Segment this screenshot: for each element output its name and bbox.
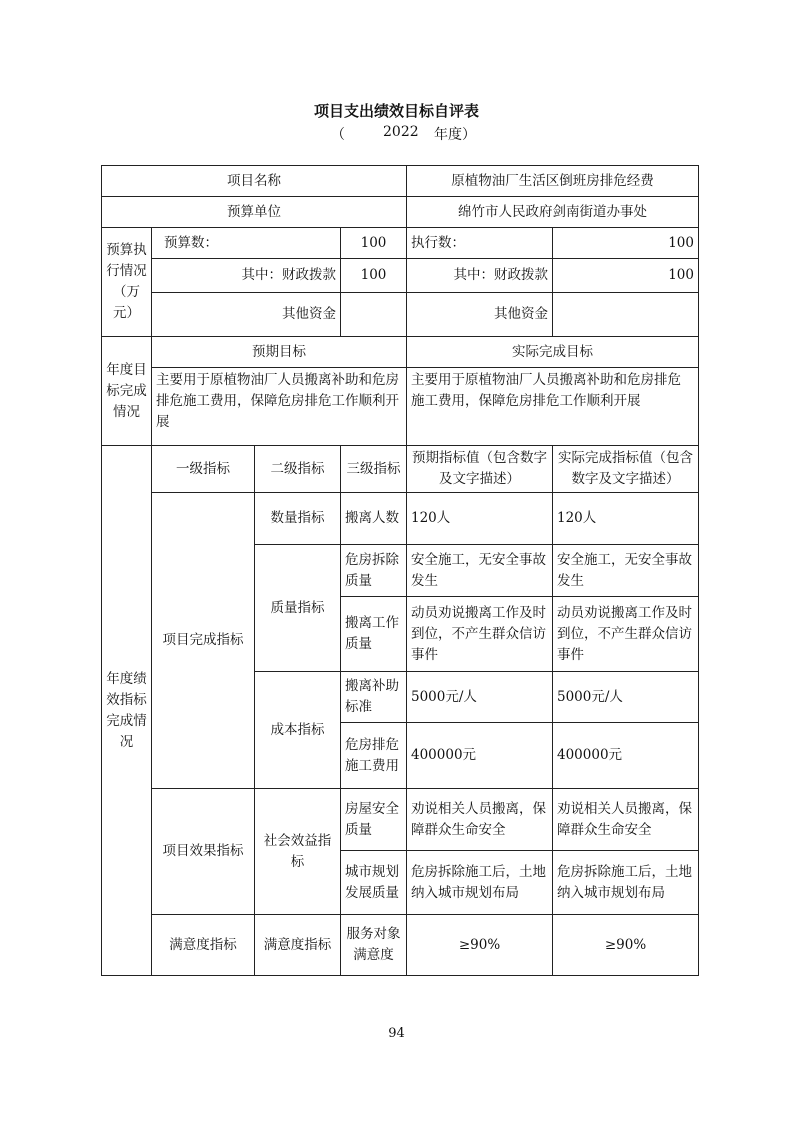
actual-goal-header: 实际完成目标 [407, 337, 699, 368]
project-name-value: 原植物油厂生活区倒班房排危经费 [407, 166, 699, 197]
actual-value-cell: ≥90% [553, 915, 699, 976]
expected-value-cell: 400000元 [407, 723, 553, 789]
expected-value-cell: 动员劝说搬离工作及时到位，不产生群众信访事件 [407, 597, 553, 672]
other-funds-row [102, 293, 699, 337]
fiscal-budget-value: 100 [341, 259, 407, 293]
goals-content-row [102, 368, 699, 446]
quality-indicator-label: 质量指标 [255, 545, 341, 672]
page-number: 94 [388, 1026, 405, 1041]
level3-cell: 搬离人数 [341, 493, 407, 545]
indicators-section-label: 年度绩效指标完成情况 [102, 446, 152, 976]
budget-unit-label: 预算单位 [102, 197, 407, 228]
quantity-indicator-label: 数量指标 [255, 493, 341, 545]
level3-header: 三级指标 [341, 446, 407, 493]
social-benefit-indicator-label: 社会效益指标 [255, 789, 341, 915]
expected-value-cell: 危房拆除施工后，土地纳入城市规划布局 [407, 851, 553, 915]
other-funds-budget-empty [341, 293, 407, 337]
level3-cell: 危房排危施工费用 [341, 723, 407, 789]
level3-cell: 服务对象满意度 [341, 915, 407, 976]
indicator-header-row [102, 446, 699, 493]
expected-goal-header: 预期目标 [152, 337, 407, 368]
year-suffix: 年度） [434, 127, 476, 143]
actual-value-header: 实际完成指标值（包含数字及文字描述） [553, 446, 699, 493]
other-funds-exec-label: 其他资金 [407, 293, 553, 337]
level3-cell: 危房拆除质量 [341, 545, 407, 597]
expected-value-cell: 安全施工，无安全事故发生 [407, 545, 553, 597]
expected-value-cell: 120人 [407, 493, 553, 545]
expected-goal-text: 主要用于原植物油厂人员搬离补助和危房排危施工费用，保障危房排危工作顺利开展 [152, 368, 407, 446]
budget-amount-value: 100 [341, 228, 407, 259]
level3-cell: 搬离工作质量 [341, 597, 407, 672]
self-evaluation-table [101, 165, 699, 976]
level2-header: 二级指标 [255, 446, 341, 493]
effect-indicator-label: 项目效果指标 [152, 789, 255, 915]
other-funds-exec-empty [553, 293, 699, 337]
level3-cell: 搬离补助标准 [341, 672, 407, 723]
budget-amount-label: 预算数： [152, 228, 341, 259]
fiscal-exec-label: 其中：财政拨款 [407, 259, 553, 293]
year-open-paren: （ [331, 127, 345, 143]
actual-goal-text: 主要用于原植物油厂人员搬离补助和危房排危施工费用，保障危房排危工作顺利开展 [407, 368, 699, 446]
actual-value-cell: 安全施工，无安全事故发生 [553, 545, 699, 597]
actual-value-cell: 劝说相关人员搬离，保障群众生命安全 [553, 789, 699, 851]
expected-value-cell: 劝说相关人员搬离，保障群众生命安全 [407, 789, 553, 851]
table-row [102, 915, 699, 976]
actual-value-cell: 120人 [553, 493, 699, 545]
other-funds-label: 其他资金 [152, 293, 341, 337]
year-value: 2022 [383, 124, 419, 140]
budget-row [102, 228, 699, 259]
exec-amount-value: 100 [553, 228, 699, 259]
table-row [102, 493, 699, 545]
actual-value-cell: 动员劝说搬离工作及时到位，不产生群众信访事件 [553, 597, 699, 672]
fiscal-row [102, 259, 699, 293]
completion-indicator-label: 项目完成指标 [152, 493, 255, 789]
level3-cell: 城市规划发展质量 [341, 851, 407, 915]
goals-section-label: 年度目标完成情况 [102, 337, 152, 446]
form-title: 项目支出绩效目标自评表 [313, 102, 479, 120]
budget-section-label: 预算执行情况（万元） [102, 228, 152, 337]
goals-header-row [102, 337, 699, 368]
expected-value-cell: 5000元/人 [407, 672, 553, 723]
satisfaction-indicator-label: 满意度指标 [255, 915, 341, 976]
budget-unit-value: 绵竹市人民政府剑南街道办事处 [407, 197, 699, 228]
fiscal-budget-label: 其中：财政拨款 [152, 259, 341, 293]
expected-value-header: 预期指标值（包含数字及文字描述） [407, 446, 553, 493]
exec-amount-label: 执行数： [407, 228, 553, 259]
level3-cell: 房屋安全质量 [341, 789, 407, 851]
fiscal-exec-value: 100 [553, 259, 699, 293]
project-name-label: 项目名称 [102, 166, 407, 197]
cost-indicator-label: 成本指标 [255, 672, 341, 789]
actual-value-cell: 5000元/人 [553, 672, 699, 723]
level1-header: 一级指标 [152, 446, 255, 493]
table-row [102, 789, 699, 851]
actual-value-cell: 危房拆除施工后，土地纳入城市规划布局 [553, 851, 699, 915]
project-name-row [102, 166, 699, 197]
satisfaction-group-label: 满意度指标 [152, 915, 255, 976]
expected-value-cell: ≥90% [407, 915, 553, 976]
budget-unit-row [102, 197, 699, 228]
actual-value-cell: 400000元 [553, 723, 699, 789]
